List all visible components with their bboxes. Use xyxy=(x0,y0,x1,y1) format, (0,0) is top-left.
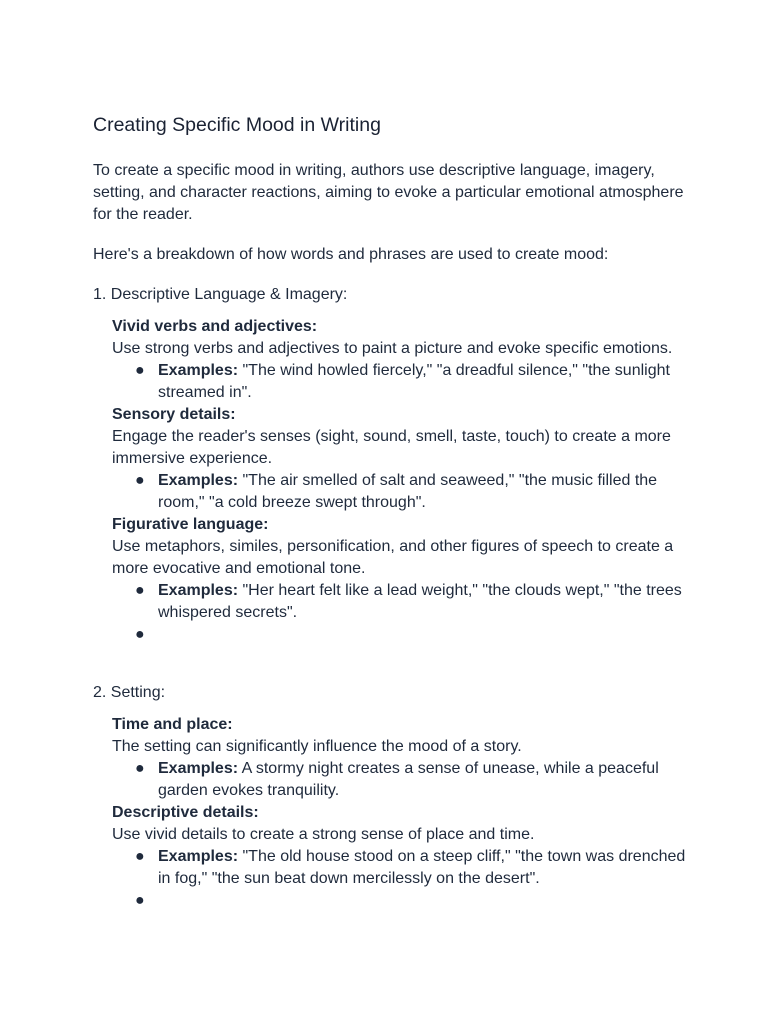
examples-label: Examples: xyxy=(158,848,239,865)
examples-list xyxy=(112,580,693,646)
bullet-icon: ● xyxy=(135,892,145,909)
subsection-title: Sensory details: xyxy=(112,406,236,423)
section-setting xyxy=(93,682,693,912)
bullet-icon: ● xyxy=(135,626,145,643)
section-heading: 2. Setting: xyxy=(93,684,166,701)
list-item-empty xyxy=(112,890,693,912)
subsection-description: Use metaphors, similes, personification, and other figures of speech to create a more evocative and emotional tone. xyxy=(112,538,674,577)
example-text: "The wind howled fiercely," "a dreadful silence," "the sunlight streamed in". xyxy=(158,362,670,401)
list-item xyxy=(112,470,693,514)
list-item xyxy=(112,758,693,802)
subsection-vivid-verbs xyxy=(112,316,693,404)
subsection-figurative-language xyxy=(112,514,693,646)
example-text: "The air smelled of salt and seaweed," "the music filled the room," "a cold breeze swept through". xyxy=(158,472,658,511)
section-spacer xyxy=(93,646,693,682)
section-heading: 1. Descriptive Language & Imagery: xyxy=(93,286,348,303)
subsection-description: Use vivid details to create a strong sense of place and time. xyxy=(112,826,535,843)
bullet-icon: ● xyxy=(135,848,145,865)
document-page xyxy=(93,113,693,912)
examples-label: Examples: xyxy=(158,760,239,777)
examples-list xyxy=(112,360,693,404)
subsection-sensory-details xyxy=(112,404,693,514)
subsection-title: Vivid verbs and adjectives: xyxy=(112,318,318,335)
examples-label: Examples: xyxy=(158,362,239,379)
document-title: Creating Specific Mood in Writing xyxy=(93,114,381,136)
examples-list xyxy=(112,758,693,802)
subsection-descriptive-details xyxy=(112,802,693,912)
intro-paragraph: To create a specific mood in writing, authors use descriptive language, imagery, setting, and character reactions, aiming to evoke a particular emotional atmosphere for the reader. xyxy=(93,162,684,223)
section-descriptive-language xyxy=(93,284,693,646)
subsection-title: Figurative language: xyxy=(112,516,269,533)
examples-label: Examples: xyxy=(158,582,239,599)
example-text: "The old house stood on a steep cliff," "the town was drenched in fog," "the sun beat down mercilessly on the desert". xyxy=(158,848,686,887)
list-item-empty xyxy=(112,624,693,646)
subsection-time-and-place xyxy=(112,714,693,802)
subsection-description: Use strong verbs and adjectives to paint a picture and evoke specific emotions. xyxy=(112,340,673,357)
example-text: "Her heart felt like a lead weight," "the clouds wept," "the trees whispered secrets". xyxy=(158,582,682,621)
example-text: A stormy night creates a sense of unease, while a peaceful garden evokes tranquility. xyxy=(158,760,659,799)
breakdown-paragraph: Here's a breakdown of how words and phrases are used to create mood: xyxy=(93,246,609,263)
list-item xyxy=(112,580,693,624)
bullet-icon: ● xyxy=(135,582,145,599)
bullet-icon: ● xyxy=(135,760,145,777)
examples-list xyxy=(112,470,693,514)
bullet-icon: ● xyxy=(135,472,145,489)
subsection-title: Descriptive details: xyxy=(112,804,259,821)
subsection-title: Time and place: xyxy=(112,716,233,733)
list-item xyxy=(112,360,693,404)
examples-list xyxy=(112,846,693,912)
subsection-description: The setting can significantly influence the mood of a story. xyxy=(112,738,522,755)
subsection-description: Engage the reader's senses (sight, sound, smell, taste, touch) to create a more immersive experience. xyxy=(112,428,671,467)
bullet-icon: ● xyxy=(135,362,145,379)
list-item xyxy=(112,846,693,890)
examples-label: Examples: xyxy=(158,472,239,489)
